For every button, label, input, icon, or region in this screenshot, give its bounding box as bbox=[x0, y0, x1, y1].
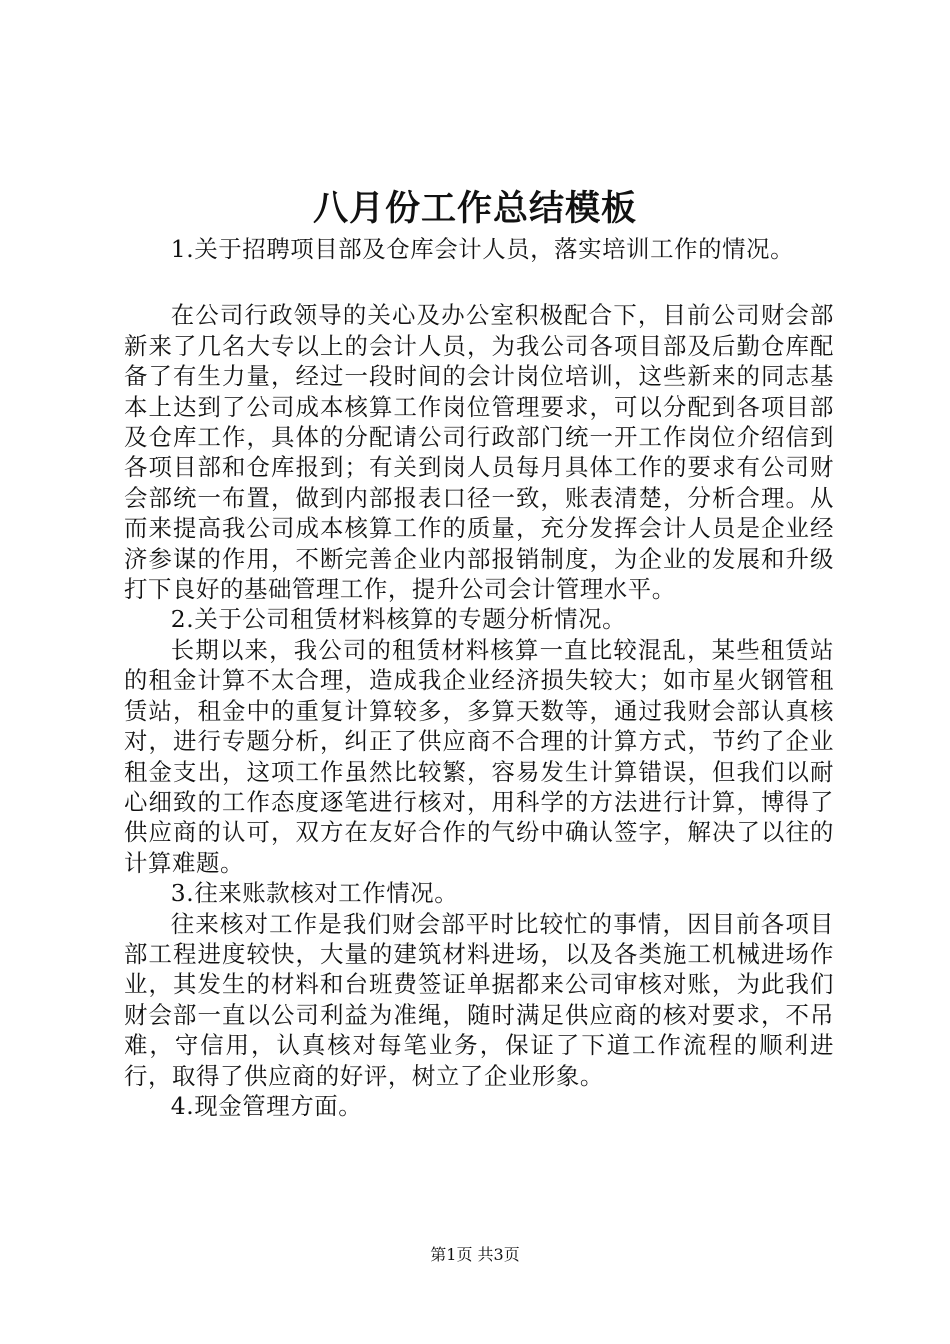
section-1-paragraph: 在公司行政领导的关心及办公室积极配合下，目前公司财会部新来了几名大专以上的会计人员，为我公司各项目部及后勤仓库配备了有生力量，经过一段时间的会计岗位培训，这些新来的同志基本上达到了公司成本核算工作岗位管理要求，可以分配到各项目部及仓库工作，具体的分配请公司行政部门统一开工作岗位介绍信到各项目部和仓库报到；有关到岗人员每月具体工作的要求有公司财会部统一布置，做到内部报表口径一致，账表清楚，分析合理。从而来提高我公司成本核算工作的质量，充分发挥会计人员是企业经济参谋的作用，不断完善企业内部报销制度，为企业的发展和升级打下良好的基础管理工作，提升公司会计管理水平。 bbox=[124, 301, 834, 604]
section-1-heading: 1.关于招聘项目部及仓库会计人员，落实培训工作的情况。 bbox=[170, 235, 795, 263]
section-3-paragraph: 往来核对工作是我们财会部平时比较忙的事情，因目前各项目部工程进度较快，大量的建筑材料进场，以及各类施工机械进场作业，其发生的材料和台班费签证单据都来公司审核对账，为此我们财会部一直以公司利益为准绳，随时满足供应商的核对要求，不吊难，守信用，认真核对每笔业务，保证了下道工作流程的顺利进行，取得了供应商的好评，树立了企业形象。 bbox=[124, 909, 834, 1090]
section-3-heading: 3.往来账款核对工作情况。 bbox=[170, 879, 459, 908]
page-number-footer: 第1页 共3页 bbox=[430, 1245, 520, 1264]
document-body bbox=[124, 234, 834, 1121]
blank-line bbox=[124, 264, 834, 300]
section-4-heading: 4.现金管理方面。 bbox=[170, 1091, 363, 1120]
document-title: 八月份工作总结模板 bbox=[312, 188, 637, 229]
section-2-paragraph: 长期以来，我公司的租赁材料核算一直比较混乱，某些租赁站的租金计算不太合理，造成我企业经济损失较大；如市星火钢管租赁站，租金中的重复计算较多，多算天数等，通过我财会部认真核对，进行专题分析，纠正了供应商不合理的计算方式，节约了企业租金支出，这项工作虽然比较繁，容易发生计算错误，但我们以耐心细致的工作态度逐笔进行核对，用科学的方法进行计算，博得了供应商的认可，双方在友好合作的气纷中确认签字，解决了以往的计算难题。 bbox=[124, 635, 834, 877]
section-2-heading: 2.关于公司租赁材料核算的专题分析情况。 bbox=[170, 605, 627, 634]
